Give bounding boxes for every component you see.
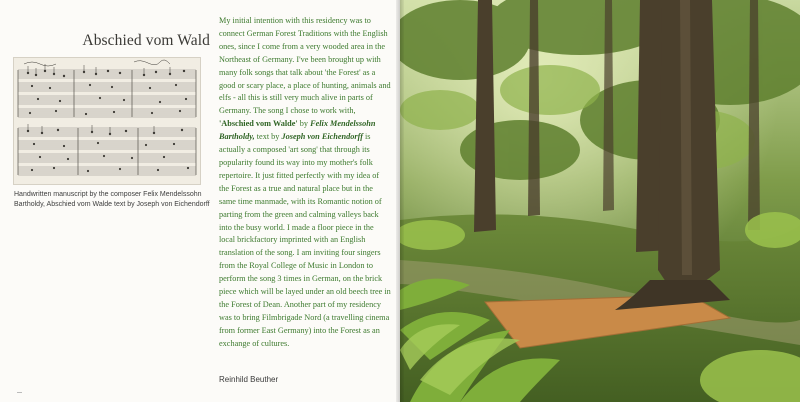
book-gutter	[396, 0, 404, 402]
forest-photo	[400, 0, 800, 402]
song-title: 'Abschied vom Walde'	[219, 119, 298, 129]
manuscript-caption: Handwritten manuscript by the composer Felix Mendelssohn Bartholdy, Abschied vom Walde text by Joseph von Eichendorff	[14, 191, 210, 208]
composer-name: Felix Mendelssohn Bartholdy,	[219, 119, 376, 142]
body-text	[219, 15, 391, 351]
body-part-3: text by	[254, 132, 282, 142]
page-mark	[17, 392, 22, 393]
poet-name: Joseph von Eichendorff	[281, 132, 363, 142]
body-part-2: by	[297, 119, 311, 129]
manuscript-image	[13, 57, 201, 185]
body-part-4: is actually a composed 'art song' that through its popularity found its way into my mother's folk repertoire. It just fitted perfectly with my idea of the Forest as a true and natural place but in the same time manmade, with its Romantic notion of parting from the green and calming valleys back into the busy world. I made a floor piece in the local brickfactory imprinted with an English translation of the song. I am inviting four singers from the Royal College of Music in London to perform the song 3 times in German, on the brick piece which will be layed under an old beech tree in the Forest of Dean. Another part of my residency was to bring Filmbrigade Nord (a travelling cinema from former East Germany) into the Forest as an exchange of cultures.	[219, 132, 391, 348]
author-signature: Reinhild Beuther	[219, 375, 279, 384]
page-title: Abschied vom Wald	[82, 32, 210, 49]
body-part-1: My initial intention with this residency was to connect German Forest Traditions with the English ones, since I come from a very wooded area in the Northeast of Germany. I've been brought up with many folk songs that talk about 'the Forest' as a good or scary place, a place of hunting, animals and elfs - all this is still very much alive in parts of Germany. The song I chose to work with,	[219, 16, 391, 116]
